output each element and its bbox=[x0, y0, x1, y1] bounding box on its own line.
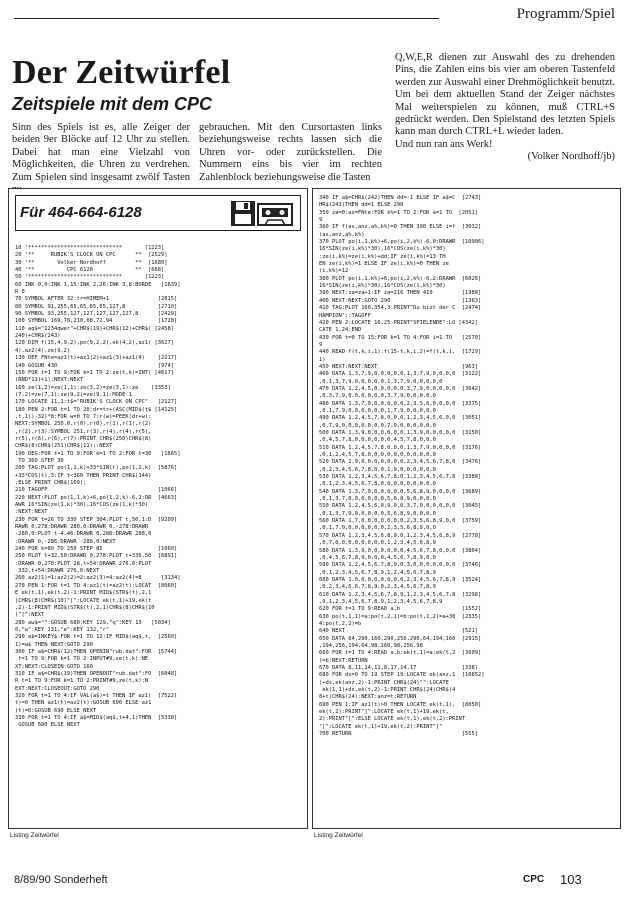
listing-line: (i,k%)=12 bbox=[319, 268, 349, 275]
listing-line: +33*COS(t),3:IF t<360 THEN PRINT CHR$(144) bbox=[15, 472, 152, 479]
disk-and-cassette-icon bbox=[230, 200, 294, 227]
listing-line: AWR 16*SIN(ze(1,k)*30),16*COS(ze(1,k)*30) bbox=[15, 502, 149, 509]
listing-line: ek(t,2):PRINT"]":LOCATE ek(t,1)+19,ek(t, bbox=[319, 709, 449, 716]
listing-line: 290 a$=INKEY$:FOR t=1 TO 12:IF MID$(aq$,t, [2560] bbox=[15, 634, 178, 641]
author-signature: (Volker Nordhoff/jb) bbox=[527, 151, 615, 163]
listing-line: CHR$(8)CHR$(251)CHR$(11);:NEXT bbox=[15, 443, 113, 450]
listing-line: 260 az2(1)=1:az2(2)=2:az2(3)=4:az2(4)=8 [3134] bbox=[15, 575, 181, 582]
listing-line: ,0,1,3,7,9,0,0,0,0,0,5,6,8,9,0,0,0,0 bbox=[319, 510, 436, 517]
listing-line: ,0,1,2,4,5,7,8,0,0,0,0,0,0,0,0,0,0,0 bbox=[319, 452, 436, 459]
listing-line: 350 za=0:as=FNte:FOR k%=1 TO 2:FOR a=1 TO [2051] bbox=[319, 209, 479, 216]
listing-line: 150 FOR t=1 TO 9:FOR k=1 TO 2:ze(t,k)=INT( [4617] bbox=[15, 369, 175, 376]
listing-line: ,t,1))-32)*8:FOR w=0 TO 7:r(w)=PEEK(dr+w): bbox=[15, 413, 152, 420]
listing-line: 700 RETURN [555] bbox=[319, 731, 479, 738]
listing-line: 140 GOSUB 430 [974] bbox=[15, 362, 175, 369]
listing-line: ,0,1,3,7,9,0,0,0,0,0,1,3,7,9,0,0,0,0,0 bbox=[319, 378, 443, 385]
listing-line: 400 NEXT:NEXT:GOTO 290 [1363] bbox=[319, 297, 482, 304]
listing-line: XT:NEXT:CLOSEIN:GOTO 160 bbox=[15, 663, 93, 670]
listing-line: 420 PEN 2:LOCATE 16,25:PRINT"SPIELENDE":LO [4342] bbox=[319, 319, 479, 326]
listing-line: 320 FOR t=1 TO 4:IF VAL(a$)=t THEN IF az1( [7522] bbox=[15, 692, 178, 699]
listing-line: 250 PLOT t+32,50:DRAWR 0,278:PLOT t+336,50 [6891] bbox=[15, 553, 178, 560]
listing-line: ,0,4,5,6,7,8,9,0,0,0,4,5,6,7,8,9,0,0 bbox=[319, 554, 436, 561]
listing-line: 500 DATA 1,3,9,0,0,0,0,0,0,1,3,9,0,0,0,0,0 [3150] bbox=[319, 430, 482, 436]
listing-line: :DRAWR 0,278:PLOT 28,t+54:DRAWR 276,0:PLOT bbox=[15, 560, 152, 567]
listing-line: 690 PEN 1:IF az1(t)>0 THEN LOCATE ek(t,1), [8050] bbox=[319, 701, 482, 708]
magazine-label: CPC bbox=[523, 874, 545, 885]
listing-line: 20 '** RUBIK'S CLOCK ON CPC ** [2529] bbox=[15, 252, 168, 259]
listing-line: 580 DATA 1,3,9,0,0,0,0,0,0,4,5,6,7,8,0,0,0 [3804] bbox=[319, 547, 482, 554]
listing-line: 570 DATA 1,2,3,4,5,6,8,9,0,1,2,3,4,5,6,8,9 [2778] bbox=[319, 532, 482, 539]
listing-line: )=b:NEXT:RETURN bbox=[319, 657, 368, 664]
listing-caption-left: Listing Zeitwürfel bbox=[10, 832, 59, 839]
listing-line: R 0 bbox=[15, 289, 25, 296]
listing-line: 160 ze(1,2)=ze(1,1):ze(3,2)=ze(3,1):ze [3353] bbox=[15, 384, 171, 391]
listing-line: ,0,1,7,9,0,0,0,0,0,0,1,7,9,0,0,0,0,0 bbox=[319, 407, 436, 414]
listing-line: 1) bbox=[319, 356, 326, 363]
listing-line: (7,2)=ze(7,1):ze(9,2)=ze(9,1):MODE 1 bbox=[15, 391, 132, 398]
listing-line: 220 NEXT:PLOT po(1,1,k)+6,po(1,2,k)-6,2:DR [4663] bbox=[15, 494, 178, 501]
listing-line: 660 FOR t=1 TO 4:READ a,b:ek(t,1)=a:ek(t,2 [3609] bbox=[319, 650, 482, 657]
listing-line: 300 IF a$=CHR$(12)THEN OPENIN"rub.dat":FOR [5744] bbox=[15, 648, 178, 655]
listing-line: 0,"w":KEY 131,"e":KEY 132,"r" bbox=[15, 626, 110, 633]
listing-line: )"[":NEXT bbox=[15, 612, 45, 619]
listing-line: 210 TAGOFF [1066] bbox=[15, 487, 178, 494]
listing-line: 170 LOCATE 11,1:t$="RUBIK'S CLOCK ON CPC" [2127] bbox=[15, 399, 178, 406]
listing-line: ,0,1,3,7,0,0,0,0,0,0,5,6,8,9,0,0,0,0 bbox=[319, 496, 436, 503]
listing-line: 670 DATA 8,11,14,11,8,17,14,17 [338] bbox=[319, 665, 479, 671]
listing-line: ,0,2,3,4,5,6,7,8,9,0,2,3,4,5,6,7,8,9 bbox=[319, 584, 436, 591]
listing-line: 80 SYMBOL 91,255,65,65,65,65,127,8 [2710] bbox=[15, 303, 178, 310]
listing-line: ,0,7,9,0,0,0,0,0,0,0,7,9,0,0,0,0,0,0 bbox=[319, 422, 436, 429]
listing-line: 4),az2(4),ze(9,2) bbox=[15, 347, 71, 354]
listing-line: ,0,1,7,0,0,0,0,0,0,0,2,3,5,6,8,9,0,0 bbox=[319, 525, 436, 532]
intro-column-3 bbox=[395, 52, 615, 164]
listing-line: ;ELSE PRINT CHR$(169); bbox=[15, 480, 87, 486]
listing-line: 1)=a$ THEN NEXT:GOTO 290 bbox=[15, 641, 93, 648]
listing-line: 50 '***************************** [1223] bbox=[15, 274, 165, 281]
listing-line: 630 po(t,1,1)=a:po(t,2,1)=b:po(t,1,2)=a+30 [2335] bbox=[319, 613, 482, 620]
listing-line: 590 DATA 1,2,4,5,6,7,8,9,0,3,0,0,0,0,0,0,0 [3746] bbox=[319, 562, 482, 569]
listing-line: -280,0:PLOT t-4,46:DRAWR 0,286:DRAWR 288,0 bbox=[15, 531, 152, 538]
listing-line: :DRAWR 0,-286:DRAWR -288,0:NEXT bbox=[15, 538, 116, 545]
listing-line: ,0,2,3,4,5,6,7,8,0,0,1,9,0,0,0,0,0,0 bbox=[319, 466, 436, 473]
listing-line: 360 IF f(as,anz,a%,k%)=0 THEN 390 ELSE i=f [3032] bbox=[319, 224, 482, 231]
listing-line: HR$(243)THEN dd=1 ELSE 290 bbox=[319, 202, 404, 209]
listing-line: 410 TAG:PLOT 160,354,3:PRINT"Du bist der C [2474] bbox=[319, 305, 482, 312]
listing-line: 230 FOR t=26 TO 330 STEP 304:PLOT t,50,1:D [9209] bbox=[15, 516, 178, 523]
listing-line: 30 '** Volker Nordhoff ** [1680] bbox=[15, 259, 168, 266]
listing-line: 60 INK 0,0:INK 1,15:INK 2,26:INK 3,8:BORDE [1639] bbox=[15, 281, 181, 288]
listing-line: R t=1 TO 9:FOR k=1 TO 2:PRINT#9,ze(t,k):N bbox=[15, 678, 149, 685]
listing-line: (as,anz,a%,k%) bbox=[319, 231, 365, 238]
listing-line: 450 NEXT:NEXT:NEXT [963] bbox=[319, 363, 479, 370]
listing-line: ,2)-1:PRINT MID$(STR$(t),2,1)CHR$(8)CHR$(10 bbox=[15, 604, 155, 611]
intro-column-1: Sinn des Spiels ist es, alle Zeiger der beiden 9er Blöcke auf 12 Uhr zu stellen. Dabei hat man eine Vielzahl von Möglichkeiten, die Uhren zu verdrehen. Zum Spielen sind insgesamt zwölf Tasten bbox=[12, 122, 190, 183]
listing-line: 640 NEXT [521] bbox=[319, 628, 479, 635]
listing-line: 680 FOR ds=0 TO 19 STEP 19:LOCATE ek(anz,1 [10852] bbox=[319, 672, 485, 679]
listing-line: 460 DATA 1,3,7,9,0,0,0,0,0,1,3,7,9,0,0,0,0 [3122] bbox=[319, 371, 482, 378]
listing-line: 332,t+54:DRAWR 276,0:NEXT bbox=[15, 568, 100, 575]
listing-line: 330 FOR t=1 TO 4:IF a$=MID$(aq$,t+4,1)THEN [5338] bbox=[15, 715, 178, 721]
listing-line: ,9,1,2,3,4,5,6,7,8,9,1,2,3,4,5,6,7,8,9 bbox=[319, 598, 443, 605]
section-header bbox=[0, 6, 629, 26]
intro-column-3-text: Q,W,E,R dienen zur Auswahl des zu drehenden Pins, die Zahlen eins bis vier am oberen Tastenfeld werden zur Auswahl einer Drehmöglichkeit benutzt. Um bei dem aktuellen Stand der Zeiger nächstes Mal weiterspielen zu können, muß CTRL+S gedrückt werden. Den Spielstand des letzten Spiels kann man durch CTRL+L wieder laden. bbox=[395, 52, 615, 138]
issue-label: 8/89/90 Sonderheft bbox=[14, 874, 108, 886]
system-badge bbox=[15, 195, 301, 231]
listing-line: 180 PEN 2:FOR t=1 TO 20:dr=tr+(ASC(MID$(t$ [14125] bbox=[15, 406, 178, 413]
listing-line: 440 READ f(t,k,i,1):f(15-t,k,i,2)=f(t,k,i, [1729] bbox=[319, 349, 482, 356]
listing-line: ,194,256,194,64,98,160,98,256,98 bbox=[319, 642, 423, 649]
listing-line: )+ds,ek(anz,2)-1:PRINT CHR$(24)"":LOCATE bbox=[319, 679, 449, 686]
page-number: 103 bbox=[560, 872, 582, 887]
intro-column-2: gebrauchen. Mit den Cursortasten links beziehungsweise rechts lassen sich die Uhren vor- oder zurückstellen. Die Nummern eins bis vier im rechten Zahlenblock beziehungsweise die Tasten bbox=[199, 122, 382, 183]
listing-line: RAWR 0,278:DRAWR 280,0:DRAWR 0,-278:DRAWR bbox=[15, 524, 149, 531]
listing-line: ,0,3,7,9,0,0,0,0,0,0,3,7,9,0,0,0,0,0 bbox=[319, 393, 436, 400]
listing-line: 16*SIN(ze(i,k%)*30),16*COS(ze(i,k%)*30) bbox=[319, 283, 446, 290]
listing-line: 4:po(t,2,2)=b bbox=[319, 620, 362, 627]
listing-line: 9 bbox=[319, 217, 323, 224]
listing-line: (t)=0:GOSUB 690 ELSE NEXT bbox=[15, 707, 97, 714]
listing-line: )CHR$(8)CHR$(10)"|":LOCATE ek(t,1)+19,ek(t bbox=[15, 597, 152, 604]
listing-left-box bbox=[8, 188, 308, 829]
header-rule bbox=[14, 18, 439, 19]
listing-line: 190 DEG:FOR t=1 TO 9:FOR k=1 TO 2:FOR t=30 [1665] bbox=[15, 450, 181, 457]
listing-right-box bbox=[312, 188, 621, 829]
page-footer bbox=[0, 870, 629, 890]
article-title: Der Zeitwürfel bbox=[12, 54, 231, 91]
listing-line: 610 DATA 1,2,3,4,5,6,7,8,9,1,2,3,4,5,6,7,8 [3298] bbox=[319, 591, 482, 598]
listing-line: 110 aq$="1234qwer"+CHR$(19)+CHR$(12)+CHR$( [2458] bbox=[15, 325, 175, 332]
intro-closing-line: Und nun ran ans Werk! bbox=[395, 138, 493, 150]
listing-line: 40 '** CPC 6128 ** [668] bbox=[15, 267, 165, 274]
listing-line: ,0,7,0,0,0,0,0,0,0,0,1,2,3,4,5,6,8,9 bbox=[319, 540, 436, 547]
listing-line: 620 FOR t=1 TO 9:READ a,b [1552] bbox=[319, 606, 482, 613]
listing-caption-right: Listing Zeitwürfel bbox=[314, 832, 363, 839]
listing-line: 200 TAG:PLOT po(1,1,k)+33*SIN(t),po(1,2,k) [5876] bbox=[15, 465, 178, 472]
listing-line: 280 aw$="":GOSUB 680:KEY 129,"q":KEY 13 [5034] bbox=[15, 619, 171, 626]
listing-line: 9 bbox=[319, 341, 323, 348]
listing-left-code bbox=[15, 245, 301, 730]
listing-line: GOSUB 680 ELSE NEXT bbox=[15, 722, 80, 729]
listing-line: 310 IF a$=CHR$(19)THEN OPENOUT"rub.dat":FO [6048] bbox=[15, 670, 178, 677]
listing-line: 530 DATA 1,2,3,4,5,6,7,8,0,1,2,3,4,5,6,7,8 [3388] bbox=[319, 474, 482, 481]
listing-line: t=1 TO 9:FOR k=1 TO 2:INPUT#9,ze(t,k):NE bbox=[15, 656, 149, 663]
listing-line: ek(1,1)+ds,ek(t,2)-1:PRINT CHR$(24)CHR$(4 bbox=[319, 687, 456, 694]
listing-line: 8+t)CHR$(24):NEXT:anz=t:RETURN bbox=[319, 694, 417, 701]
listing-line: 70 SYMBOL AFTER 32:tr=HIMEM+1 [2815] bbox=[15, 296, 178, 303]
system-badge-label: Für 464-664-6128 bbox=[20, 204, 142, 221]
listing-line: 240 FOR k=80 TO 250 STEP 85 [1060] bbox=[15, 546, 178, 553]
listing-line: :NEXT:NEXT bbox=[15, 509, 48, 516]
listing-line: ,0,1,2,3,4,5,6,7,8,0,0,0,0,0,0,0,0,0 bbox=[319, 481, 436, 488]
listing-line: (RND*11)+1):NEXT:NEXT bbox=[15, 377, 84, 384]
listing-line: E ek(t,1),ek(t,2)-1:PRINT MID$(STR$(t),2,1 bbox=[15, 590, 152, 597]
listing-line: NEXT:SYMBOL 250,0,r(0),r(0),r(1),r(1),r(2) bbox=[15, 421, 152, 428]
listing-line: 390 NEXT:za=za+1:IF za=216 THEN 410 [1988] bbox=[319, 290, 482, 297]
listing-line: 370 PLOT po(i,1,k%)+6,po(i,2,k%)-6,0:DRAWR [10906] bbox=[319, 239, 485, 246]
listing-right-code bbox=[319, 195, 614, 738]
listing-line: "[":LOCATE ek(t,1)+19,ek(t,2):PRINT"]" bbox=[319, 723, 443, 730]
listing-line: ,r(2),r(3):SYMBOL 251,r(3),r(4),r(4),r(5), bbox=[15, 428, 152, 435]
listing-line: 120 DIM f(15,4,9,2),po(9,2,2),ek(4,2),az1( [3627] bbox=[15, 340, 175, 347]
listing-line: 430 FOR t=0 TO 15:FOR k=1 TO 4:FOR i=1 TO [2570] bbox=[319, 334, 482, 341]
listing-line: 16*SIN(ze(i,k%)*30),16*COS(ze(i,k%)*30) bbox=[319, 246, 446, 253]
listing-line: 540 DATA 1,3,7,9,0,0,0,0,0,5,6,8,9,0,0,0,0 [3689] bbox=[319, 488, 482, 495]
listing-line: CATE 1,24:END bbox=[319, 327, 362, 334]
listing-line: 2):PRINT"[":ELSE LOCATE ek(t,1),ek(t,2):PRINT bbox=[319, 716, 466, 723]
listing-line: 380 PLOT po(i,1,k%)+6,po(i,2,k%)-6,2:DRAWR [6026] bbox=[319, 275, 482, 282]
listing-line: HAMPION";:TAGOFF bbox=[319, 312, 371, 319]
section-label: Programm/Spiel bbox=[516, 6, 615, 22]
listing-line: EN ze(i,k%)=1 ELSE IF ze(i,k%)=0 THEN ze bbox=[319, 261, 449, 268]
article-subtitle: Zeitspiele mit dem CPC bbox=[12, 94, 213, 114]
listing-line: 520 DATA 1,9,0,0,0,0,0,0,0,2,3,4,5,6,7,8,0 [3476] bbox=[319, 459, 482, 466]
listing-line: 470 DATA 1,2,4,5,0,0,0,0,0,3,7,9,0,0,0,0,0 [3642] bbox=[319, 385, 482, 392]
listing-line: 490 DATA 1,2,4,5,7,8,0,0,0,1,2,3,4,5,6,0,0 [3051] bbox=[319, 415, 482, 422]
listing-line: 480 DATA 1,3,7,9,0,0,0,0,0,2,3,5,6,0,0,0,0 [3375] bbox=[319, 400, 482, 407]
listing-line: 560 DATA 1,7,0,0,0,0,0,0,0,2,3,5,6,8,9,0,0 [3759] bbox=[319, 518, 482, 525]
listing-line: EXT:NEXT:CLOSEOUT:GOTO 290 bbox=[15, 685, 100, 692]
listing-line: 650 DATA 64,290,160,290,256,290,64,194,160 [2915] bbox=[319, 635, 482, 642]
listing-line: 340 IF a$=CHR$(242)THEN dd=-1 ELSE IF a$=C [2743] bbox=[319, 195, 482, 201]
listing-line: 100 SYMBOL 169,76,210,68,72,94 [1728] bbox=[15, 318, 178, 325]
listing-line: 10 '***************************** [1223] bbox=[15, 245, 165, 251]
listing-line: ,0,1,2,3,4,5,6,7,8,9,1,2,4,5,6,7,8,9 bbox=[319, 569, 436, 576]
listing-line: ,0,4,5,7,8,0,0,0,0,0,0,4,5,7,8,0,0,0 bbox=[319, 437, 436, 444]
listing-line: 510 DATA 1,2,4,5,7,8,0,0,0,1,3,7,9,0,0,0,0 [3176] bbox=[319, 444, 482, 451]
listing-line: 600 DATA 1,0,0,0,0,0,0,0,0,2,3,4,5,6,7,8,9 [3524] bbox=[319, 576, 482, 583]
listing-line: 270 PEN 1:FOR t=1 TO 4:az1(t)=az2(t):LOCAT [8060] bbox=[15, 582, 178, 589]
listing-line: 130 DEF FNte=az1(t)+az1(2)+az1(3)+az1(4) [2217] bbox=[15, 355, 178, 362]
listing-line: 240)+CHR$(243) bbox=[15, 333, 61, 340]
listing-line: r(5),r(6),r(6),r(7):PRINT CHR$(250)CHR$(8) bbox=[15, 435, 152, 442]
listing-line: t)=0 THEN az1(t)=az2(t):GOSUB 690 ELSE az1 bbox=[15, 700, 152, 707]
listing-line: 90 SYMBOL 93,255,127,127,127,127,127,8 [2429] bbox=[15, 311, 178, 318]
listing-line: :ze(i,k%)=ze(i,k%)+dd:IF ze(i,k%)=13 TH bbox=[319, 253, 446, 260]
listing-line: 550 DATA 1,2,4,5,6,8,9,0,0,3,7,0,0,0,0,0,0 [3045] bbox=[319, 503, 482, 510]
listing-line: TO 360 STEP 30 bbox=[15, 457, 64, 464]
